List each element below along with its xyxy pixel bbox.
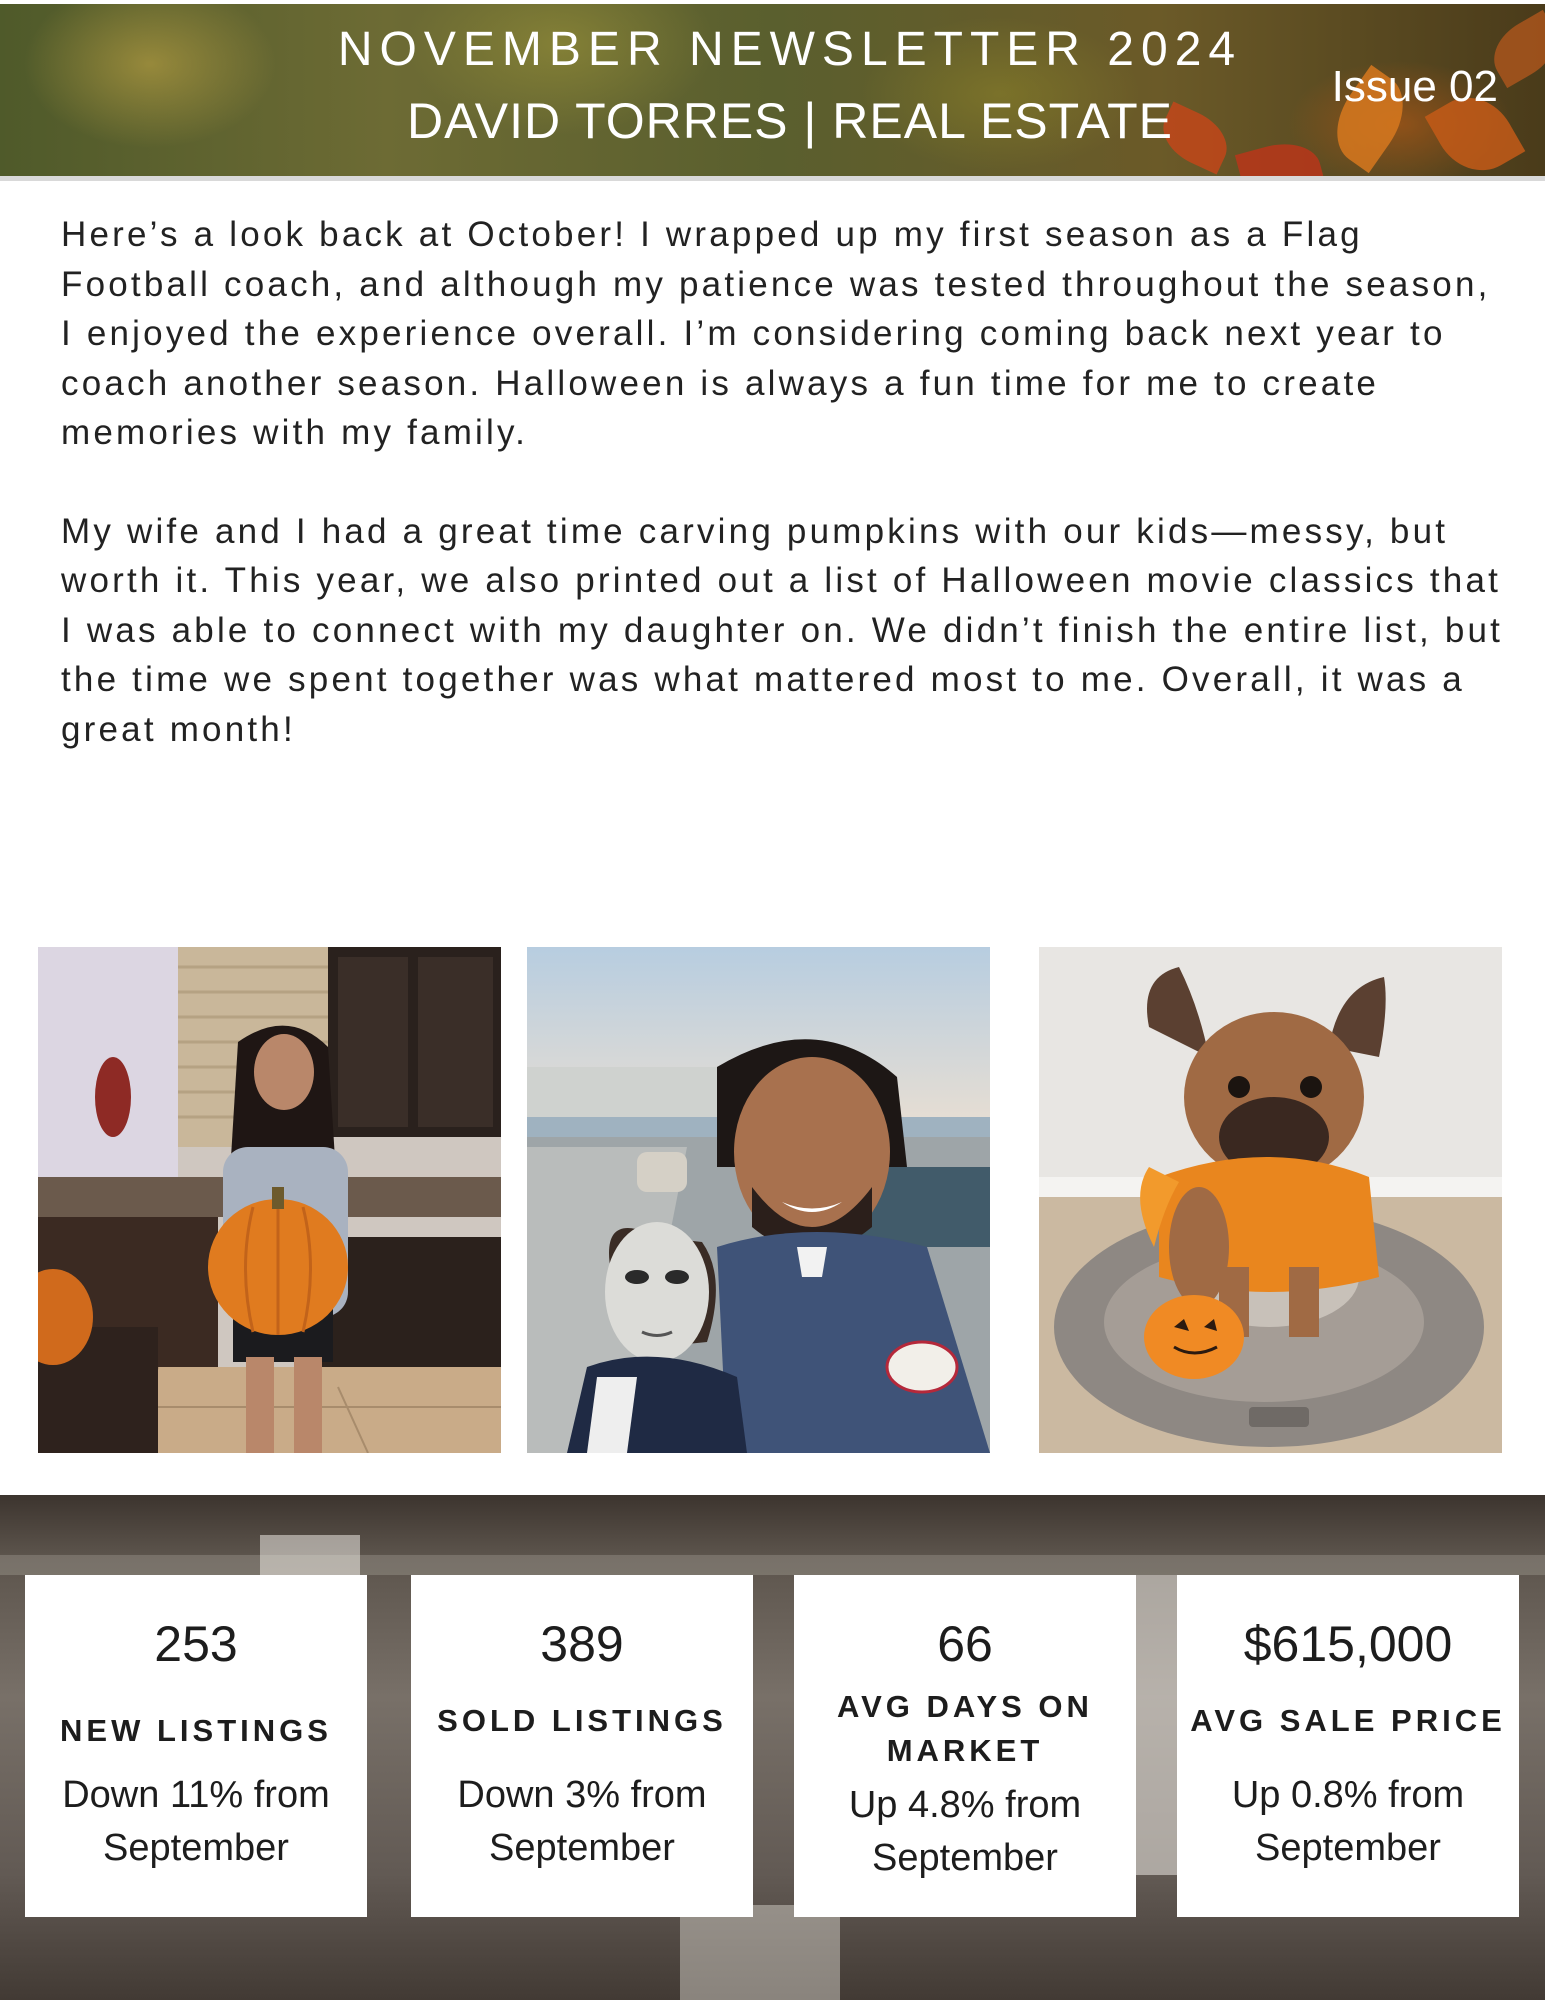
- issue-number: Issue 02: [1331, 62, 1498, 111]
- window-decoration: [0, 1555, 1545, 1575]
- stat-value: $615,000: [1243, 1616, 1453, 1672]
- body-paragraph: Here’s a look back at October! I wrapped up my first season as a Flag Football coach, and although my patience was tested throughout the season, I enjoyed the experience overall. I’m considering coming back next year to coach another season. Halloween is always a fun time for me to create memories with my family.: [61, 215, 1491, 452]
- window-decoration: [680, 1905, 840, 2000]
- dog-in-pumpkin-costume-photo: [1039, 947, 1502, 1453]
- stat-label: AVG DAYS ON MARKET: [837, 1689, 1093, 1768]
- stat-card-new-listings: [25, 1575, 367, 1917]
- newsletter-subtitle: DAVID TORRES | REAL ESTATE: [406, 93, 1173, 149]
- newsletter-title: NOVEMBER NEWSLETTER 2024: [337, 23, 1243, 76]
- stat-card-avg-sale-price: [1177, 1575, 1519, 1917]
- body-paragraph: My wife and I had a great time carving pumpkins with our kids—messy, but worth it. This year, we also printed out a list of Halloween movie classics that I was able to connect with my daughter on. We didn’t finish the entire list, but the time we spent together was what mattered most to me. Overall, it was a great month!: [61, 511, 1504, 749]
- stat-change: Up 4.8% from September: [848, 1784, 1082, 1879]
- stat-label: AVG SALE PRICE: [1190, 1703, 1506, 1738]
- stat-label: SOLD LISTINGS: [437, 1703, 727, 1738]
- stat-change: Down 11% from September: [62, 1774, 330, 1869]
- stat-change: Down 3% from September: [457, 1774, 707, 1869]
- stat-card-avg-days-on-market: [794, 1575, 1136, 1917]
- stat-value: 253: [154, 1616, 238, 1672]
- newsletter-body: [61, 210, 1511, 803]
- stat-label: NEW LISTINGS: [60, 1713, 332, 1748]
- stat-value: 389: [540, 1616, 624, 1672]
- father-and-masked-son-photo: [527, 947, 990, 1453]
- header-banner: [0, 4, 1545, 176]
- girl-with-pumpkin-photo: [38, 947, 501, 1453]
- stat-change: Up 0.8% from September: [1231, 1774, 1465, 1869]
- header-divider: [0, 176, 1545, 181]
- stat-card-sold-listings: [411, 1575, 753, 1917]
- stat-value: 66: [937, 1616, 993, 1672]
